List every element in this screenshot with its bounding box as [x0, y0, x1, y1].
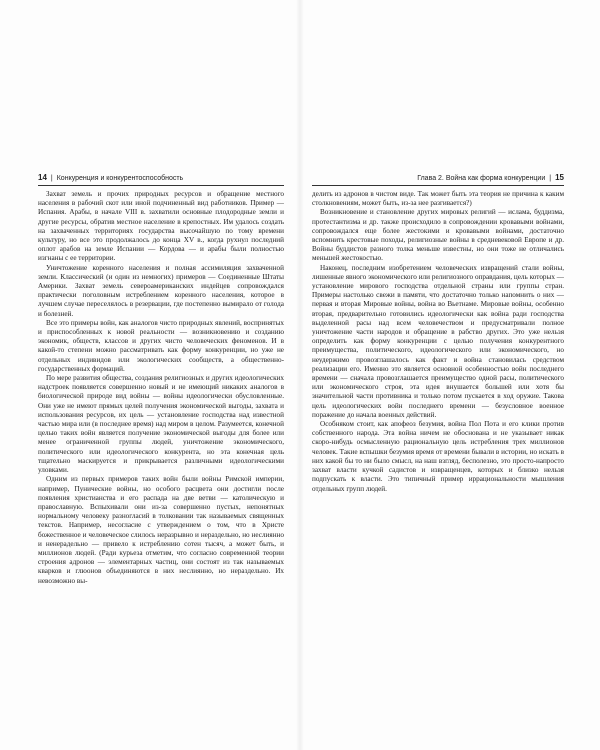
- paragraph: Все это примеры войн, как аналогов чисто природных явлений, воспринятых и приспособленных к новой реальности — возникновению и созданию экономик, обществ, классов и других чисто человеческих феноменов. И в какой-то степени можно рассматривать как форму конкуренции, но уже не отдельных индивидов или экологических сообществ, а общественно-государственных формаций.: [38, 318, 284, 373]
- paragraph: Захват земель и прочих природных ресурсов и обращение местного населения в рабочий скот или иной подчиненный вид работников. Пример — Испания. Арабы, в начале VIII в. захватили основные плодородные земли и другие ресурсы, обратив местное население в крепостных. Им удалось создать на захваченных территориях государства высочайшую по тому времени культуру, но все это продолжалось до конца XV в., когда рухнул последний оплот арабов на земле Испании — Кордова — и арабы были полностью изгнаны с ее территории.: [38, 190, 284, 263]
- right-page-number: 15: [555, 173, 564, 182]
- right-header-separator: |: [549, 175, 552, 182]
- left-page-number: 14: [38, 173, 47, 182]
- paragraph: По мере развития общества, создания религиозных и других идеологических надстроек появляется совершенно новый и не имеющий никаких аналогов в биологической природе вид войны — войны идеологически обусловленные. Они уже не имеют прямых целей получения экономической выгоды, захвата и использования ресурсов, их цель — установление господства над известной частью мира или (в последнее время) над миром в целом. Разумеется, конечной целью таких войн является получение экономической выгоды для более или менее ограниченной группы людей, уничтожение экономического, политического или идеологического конкурента, но эта конечная цель тщательно маскируется и прикрывается различными идеологическими уловками.: [38, 374, 284, 475]
- paragraph: Возникновение и становление других мировых религий — ислама, буддизма, протестантизма и др. также происходило в сопровождении кровавыми войнами, сопровождался еще более жестокими и кровавыми войнами, достаточно вспомнить крестовые походы, религиозные войны в средневековой Европе и др. Войны буддистов разного толка меньше известны, но они тоже не отличались меньшей жестокостью.: [312, 208, 564, 263]
- right-page: [300, 0, 600, 750]
- right-page-header: [312, 171, 564, 186]
- paragraph: Уничтожение коренного населения и полная ассимиляция захваченной земли. Классический (и один из немногих) примеров — Соединенные Штаты Америки. Захват земель североамериканских индейцев сопровождался практически поголовным истреблением коренного населения, которое в лучшем случае переселялось в резервации, где постепенно вымирало от голода и болезней.: [38, 263, 284, 318]
- paragraph: Одним из первых примеров таких войн были войны Римской империи, например, Пунические войны, но особого расцвета они достигли после появления христианства и его распада на две ветви — католическую и православную. Вспыхивали они из-за совершенно пустых, непонятных нормальному человеку разногласий в толковании так называемых священных текстов. Например, несогласие с утверждением о том, что в Христе божественное и человеческое слилось неразрывно и нераздельно, но неслиянно и ненерадельно — привело к истреблению сотен тысяч, а может быть, и миллионов людей. (Ради курьеза отметим, что согласно современной теории строения адронов — элементарных частиц, они состоят из так называемых кварков и глюонов объединяются в них неслиянно, но нераздельно. Их невозможно вы-: [38, 475, 284, 585]
- paragraph: делить из адронов в чистом виде. Так может быть эта теория не причина к каким столкновениям, может быть, из-за нее разгивается?): [312, 190, 564, 208]
- left-header-separator: |: [50, 175, 53, 182]
- left-page-header: [38, 171, 284, 186]
- right-page-text: [312, 190, 564, 494]
- left-page-text: [38, 190, 284, 586]
- left-running-title: Конкуренция и конкурентоспособность: [56, 175, 184, 182]
- paragraph: Наконец, последним изобретением человеческих извращений стали войны, лишенные явного экономического или религиозного оправдания, цель которых — установление мирового господства отдельной страны или группы стран. Примеры настолько свежи в памяти, что достаточно только напомнить о них — первая и вторая Мировые войны, война во Вьетнаме. Мировые войны, особенно вторая, предварительно готовились идеологически как война ради господства выделенной расы над всем человечеством и предусматривали полное уничтожение части народов и обращение в рабство других. Это уже нельзя определить как форму конкуренции с целью получения конкурентного преимущества, политического, идеологического или экономического, но неудержимо провозглашалось как факт и война становилась средством реализации его. Именно это является основной особенностью войн последнего времени — сначала провозглашается преимущество одной расы, политического или экономического строя, эта идея внушается большей или хотя бы значительной части противника и только потом пускается в ход оружие. Такова цель идеологических войн последнего времени — безусловное военное поражение до начала военных действий.: [312, 263, 564, 419]
- right-chapter-title: Глава 2. Война как форма конкуренции: [417, 175, 546, 182]
- paragraph: Особняком стоит, как апофеоз безумия, война Пол Пота и его клики против собственного народа. Эта война ничем не обоснована и не указывает никак скоро-нибудь осмысленную рациональную цель истребления трех миллионов человек. Такие вспышки безумия время от времени бывали в истории, но искать в них какой бы то ни было смысл, на наш взгляд, бесполезно, это просто-напросто захват власти кучкой садистов и извращенцев, которых и близко нельзя подпускать к власти. Это типичный пример иррациональности мышления отдельных групп людей.: [312, 420, 564, 493]
